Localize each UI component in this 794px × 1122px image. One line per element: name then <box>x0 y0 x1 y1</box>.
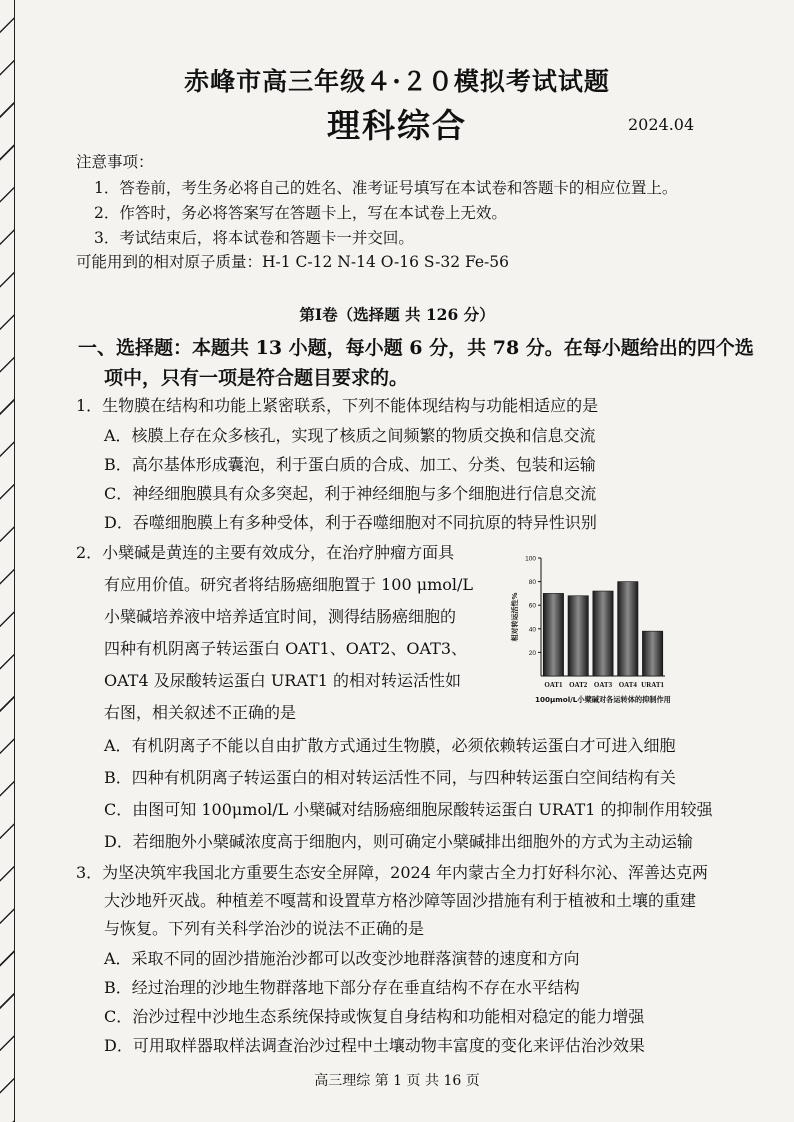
question-2-stem: 四种有机阴离子转运蛋白 OAT1、OAT2、OAT3、 <box>104 639 468 658</box>
notice-item: 2．作答时，务必将答案写在答题卡上，写在本试卷上无效。 <box>94 204 507 222</box>
bar-oat4 <box>618 582 638 676</box>
y-tick-label: 60 <box>528 602 536 610</box>
y-tick-label: 100 <box>525 555 536 563</box>
question-3-stem: 大沙地歼灭战。种植差不嘎蒿和设置草方格沙障等固沙措施有利于植被和土壤的重建 <box>104 891 697 910</box>
question-2-stem: OAT4 及尿酸转运蛋白 URAT1 的相对转运活性如 <box>104 671 461 690</box>
section-heading-cont: 项中，只有一项是符合题目要求的。 <box>104 367 409 389</box>
question-2-stem: 右图，相关叙述不正确的是 <box>104 703 297 722</box>
notice-heading: 注意事项： <box>76 153 154 171</box>
question-2-option-c: C．由图可知 100μmol/L 小檗碱对结肠癌细胞尿酸转运蛋白 URAT1 的抑制作用较强 <box>104 800 713 819</box>
exam-title: 赤峰市高三年级４·２０模拟考试试题 <box>184 67 610 96</box>
bar-oat1 <box>543 593 563 676</box>
question-3-option-a: A．采取不同的固沙措施治沙都可以改变沙地群落演替的速度和方向 <box>104 949 580 968</box>
question-3-option-c: C．治沙过程中沙地生态系统保持或恢复自身结构和功能相对稳定的能力增强 <box>104 1007 645 1026</box>
y-tick-label: 20 <box>528 649 536 657</box>
bar-oat2 <box>568 596 588 676</box>
x-tick-label: OAT4 <box>618 681 637 689</box>
y-axis-label: 相对转运活性% <box>511 592 519 642</box>
question-1-stem: 1．生物膜在结构和功能上紧密联系，下列不能体现结构与功能相适应的是 <box>76 396 599 415</box>
question-1-option-b: B．高尔基体形成囊泡，利于蛋白质的合成、加工、分类、包装和运输 <box>104 455 596 474</box>
part-heading: 第Ⅰ卷（选择题 共 126 分） <box>299 305 495 324</box>
chart-title: 100μmol/L小檗碱对各运转体的抑制作用 <box>535 695 671 704</box>
y-tick-label: 80 <box>528 579 536 587</box>
page-footer: 高三理综 第 1 页 共 16 页 <box>314 1073 480 1089</box>
notice-item: 3．考试结束后，将本试卷和答题卡一并交回。 <box>94 229 414 247</box>
x-tick-label: URAT1 <box>641 681 665 689</box>
question-2-option-d: D．若细胞外小檗碱浓度高于细胞内，则可确定小檗碱排出细胞外的方式为主动运输 <box>104 832 693 851</box>
bar-oat3 <box>593 591 613 676</box>
question-2-option-a: A．有机阴离子不能以自由扩散方式通过生物膜，必须依赖转运蛋白才可进入细胞 <box>104 736 676 755</box>
transport-activity-chart <box>505 548 720 718</box>
x-tick-label: OAT1 <box>544 681 563 689</box>
question-3-option-b: B．经过治理的沙地生物群落地下部分存在垂直结构不存在水平结构 <box>104 978 580 997</box>
exam-subject: 理科综合 <box>327 106 467 145</box>
question-2-stem: 2．小檗碱是黄连的主要有效成分，在治疗肿瘤方面具 <box>76 543 455 562</box>
bar-urat1 <box>642 631 662 676</box>
question-1-option-d: D．吞噬细胞膜上有多种受体，利于吞噬细胞对不同抗原的特异性识别 <box>104 513 597 532</box>
question-3-option-d: D．可用取样器取样法调查治沙过程中土壤动物丰富度的变化来评估治沙效果 <box>104 1036 645 1055</box>
question-3-stem: 与恢复。下列有关科学治沙的说法不正确的是 <box>104 919 425 938</box>
notice-item: 1．答卷前，考生务必将自己的姓名、准考证号填写在本试卷和答题卡的相应位置上。 <box>94 179 678 197</box>
atomic-mass-note: 可能用到的相对原子质量：H-1 C-12 N-14 O-16 S-32 Fe-56 <box>76 253 510 271</box>
x-tick-label: OAT3 <box>593 681 613 689</box>
exam-date: 2024.04 <box>628 115 695 134</box>
bar-chart <box>505 548 720 718</box>
question-2-option-b: B．四种有机阴离子转运蛋白的相对转运活性不同，与四种转运蛋白空间结构有关 <box>104 768 676 787</box>
question-1-option-c: C．神经细胞膜具有众多突起，利于神经细胞与多个细胞进行信息交流 <box>104 484 597 503</box>
question-3-stem: 3．为坚决筑牢我国北方重要生态安全屏障，2024 年内蒙古全力打好科尔沁、浑善达克两 <box>76 863 708 882</box>
question-2-stem: 小檗碱培养液中培养适宜时间，测得结肠癌细胞的 <box>104 607 457 626</box>
section-heading: 一、选择题：本题共 13 小题，每小题 6 分，共 78 分。在每小题给出的四个选 <box>78 337 754 359</box>
question-1-option-a: A．核膜上存在众多核孔，实现了核质之间频繁的物质交换和信息交流 <box>104 426 596 445</box>
question-2-stem: 有应用价值。研究者将结肠癌细胞置于 100 μmol/L <box>104 575 474 594</box>
binding-margin <box>0 0 15 1122</box>
y-tick-label: 40 <box>528 626 536 634</box>
x-tick-label: OAT2 <box>569 681 588 689</box>
